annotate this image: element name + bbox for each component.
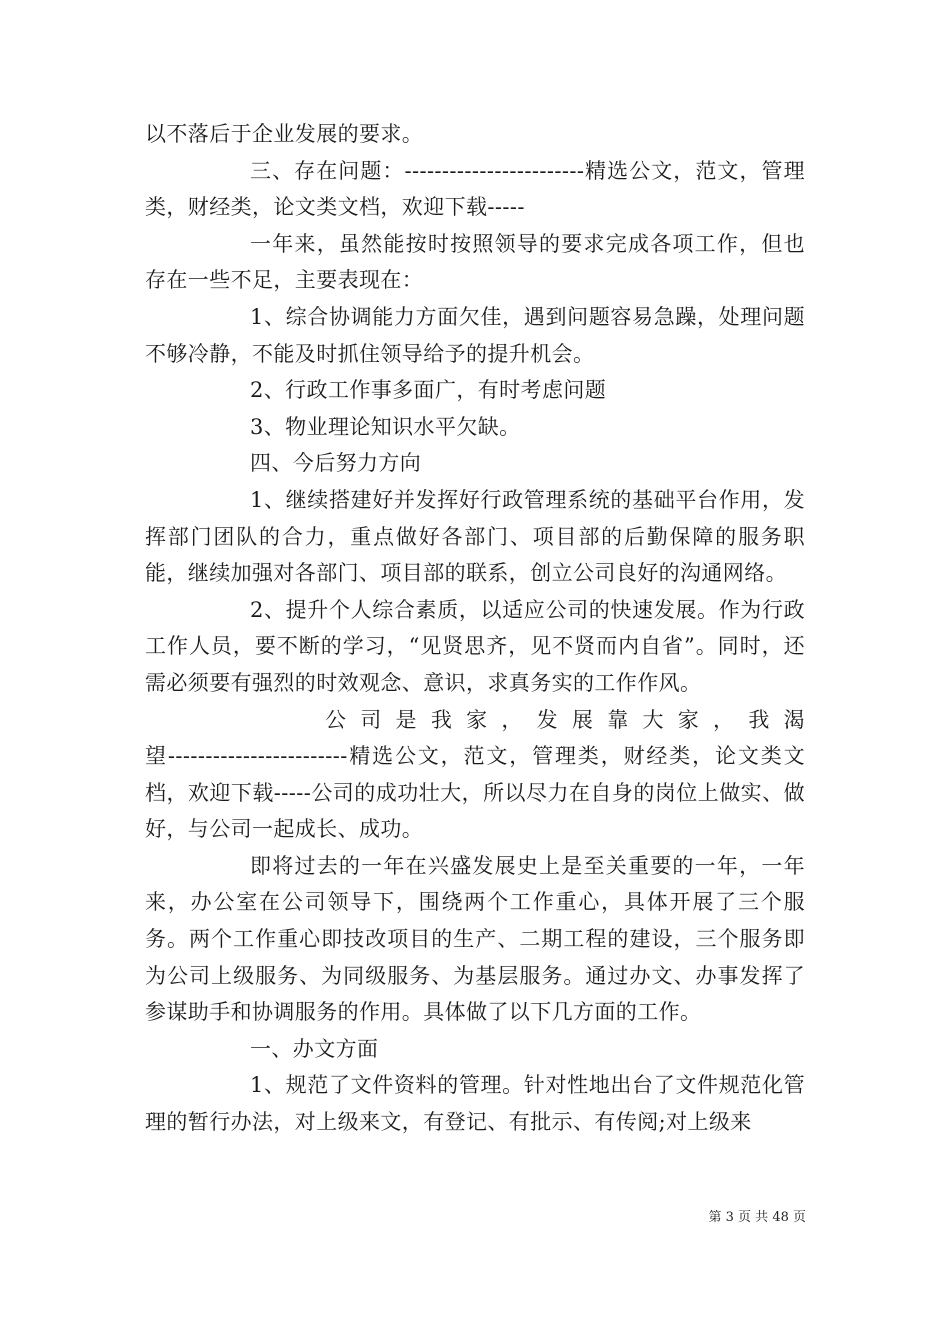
section-heading-documents: 一、办文方面 xyxy=(250,1036,379,1061)
section-heading-problems: 三、存在问题：------------------------精选公文，范文，管理类，财经类，论文类文档，欢迎下载----- xyxy=(145,158,805,220)
list-item: 3、物业理论知识水平欠缺。 xyxy=(250,414,521,439)
paragraph-spread-line: 公司是我家，发展靠大家，我渴 xyxy=(325,707,805,732)
list-item: 1、综合协调能力方面欠佳，遇到问题容易急躁，处理问题不够冷静，不能及时抓住领导给予的提升机会。 xyxy=(145,304,805,366)
list-item: 1、规范了文件资料的管理。针对性地出台了文件规范化管理的暂行办法，对上级来文，有登记、有批示、有传阅;对上级来 xyxy=(145,1073,805,1135)
paragraph: 以不落后于企业发展的要求。 xyxy=(145,122,424,146)
section-heading-direction: 四、今后努力方向 xyxy=(250,451,422,476)
paragraph: 望------------------------精选公文，范文，管理类，财经类，论文类文档，欢迎下载-----公司的成功壮大，所以尽力在自身的岗位上做实、做好，与公司一起成长、成功。 xyxy=(145,744,805,842)
list-item: 1、继续搭建好并发挥好行政管理系统的基础平台作用，发挥部门团队的合力，重点做好各部门、项目部的后勤保障的服务职能，继续加强对各部门、项目部的联系，创立公司良好的沟通网络。 xyxy=(145,487,805,586)
paragraph: 即将过去的一年在兴盛发展史上是至关重要的一年，一年来，办公室在公司领导下，围绕两个工作重心，具体开展了三个服务。两个工作重心即技改项目的生产、二期工程的建设，三个服务即为公司上级服务、为同级服务、为基层服务。通过办文、办事发挥了参谋助手和协调服务的作用。具体做了以下几方面的工作。 xyxy=(145,853,805,1025)
page-number: 第 3 页 共 48 页 xyxy=(708,1210,806,1225)
list-item: 2、行政工作事多面广，有时考虑问题 xyxy=(250,378,607,403)
list-item: 2、提升个人综合素质，以适应公司的快速发展。作为行政工作人员，要不断的学习，“见贤思齐，见不贤而内自省”。同时，还需必须要有强烈的时效观念、意识，求真务实的工作作风。 xyxy=(145,597,805,695)
document-body xyxy=(145,116,805,1141)
paragraph: 一年来，虽然能按时按照领导的要求完成各项工作，但也存在一些不足，主要表现在： xyxy=(145,231,805,293)
